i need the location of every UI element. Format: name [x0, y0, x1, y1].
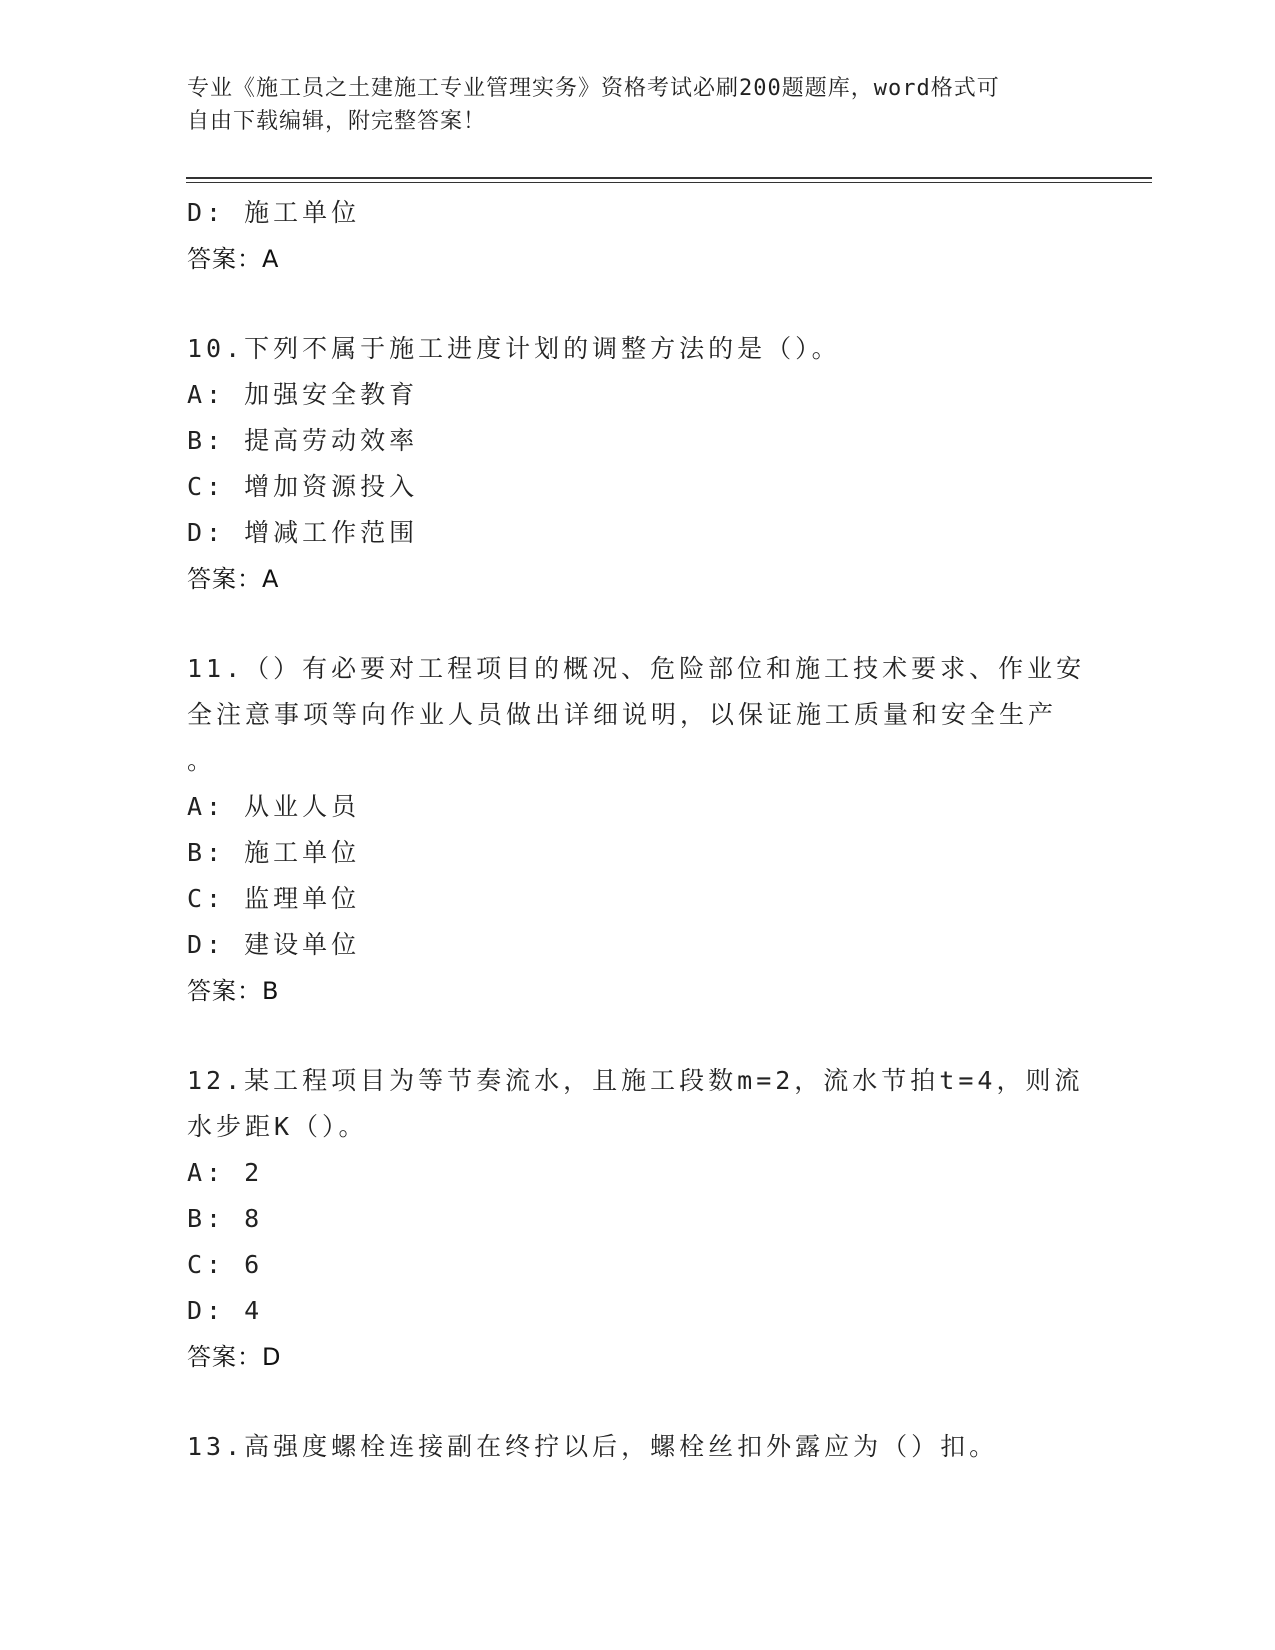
header-divider-thick: [186, 177, 1152, 179]
question-stem: 全注意事项等向作业人员做出详细说明，以保证施工质量和安全生产: [187, 700, 1058, 729]
document-header: [187, 72, 1087, 138]
question-stem: 11.（）有必要对工程项目的概况、危险部位和施工技术要求、作业安: [187, 654, 1086, 683]
question-stem: 13.高强度螺栓连接副在终拧以后，螺栓丝扣外露应为（）扣。: [187, 1432, 999, 1461]
header-title-line-2: 自由下载编辑，附完整答案！: [187, 109, 487, 134]
question-stem: 10.下列不属于施工进度计划的调整方法的是（）。: [187, 334, 841, 363]
header-divider-thin: [186, 182, 1152, 183]
header-title-line-1: 专业《施工员之土建施工专业管理实务》资格考试必刷200题题库，word格式可: [187, 76, 1000, 101]
option-d: D: 建设单位: [187, 930, 361, 959]
option-b: B: 提高劳动效率: [187, 426, 419, 455]
question-stem: 水步距K（）。: [187, 1112, 368, 1141]
prev-option-d: D: 施工单位: [187, 198, 361, 227]
question-13: [187, 1424, 1087, 1470]
question-list: [187, 190, 1087, 1470]
option-c: C: 监理单位: [187, 884, 361, 913]
prev-answer: 答案：A: [187, 245, 280, 273]
answer: 答案：A: [187, 565, 280, 593]
option-b: B: 施工单位: [187, 838, 361, 867]
option-d: D: 增减工作范围: [187, 518, 419, 547]
question-stem: 。: [187, 746, 217, 775]
answer: 答案：D: [187, 1343, 282, 1371]
option-a: A: 加强安全教育: [187, 380, 419, 409]
answer: 答案：B: [187, 977, 280, 1005]
question-10: [187, 326, 1087, 602]
option-a: A: 从业人员: [187, 792, 361, 821]
question-stem: 12.某工程项目为等节奏流水，且施工段数m=2，流水节拍t=4，则流: [187, 1066, 1084, 1095]
option-b: B: 8: [187, 1204, 264, 1233]
question-12: [187, 1058, 1087, 1380]
option-d: D: 4: [187, 1296, 264, 1325]
question-11: [187, 646, 1087, 1014]
option-a: A: 2: [187, 1158, 264, 1187]
option-c: C: 增加资源投入: [187, 472, 419, 501]
option-c: C: 6: [187, 1250, 264, 1279]
